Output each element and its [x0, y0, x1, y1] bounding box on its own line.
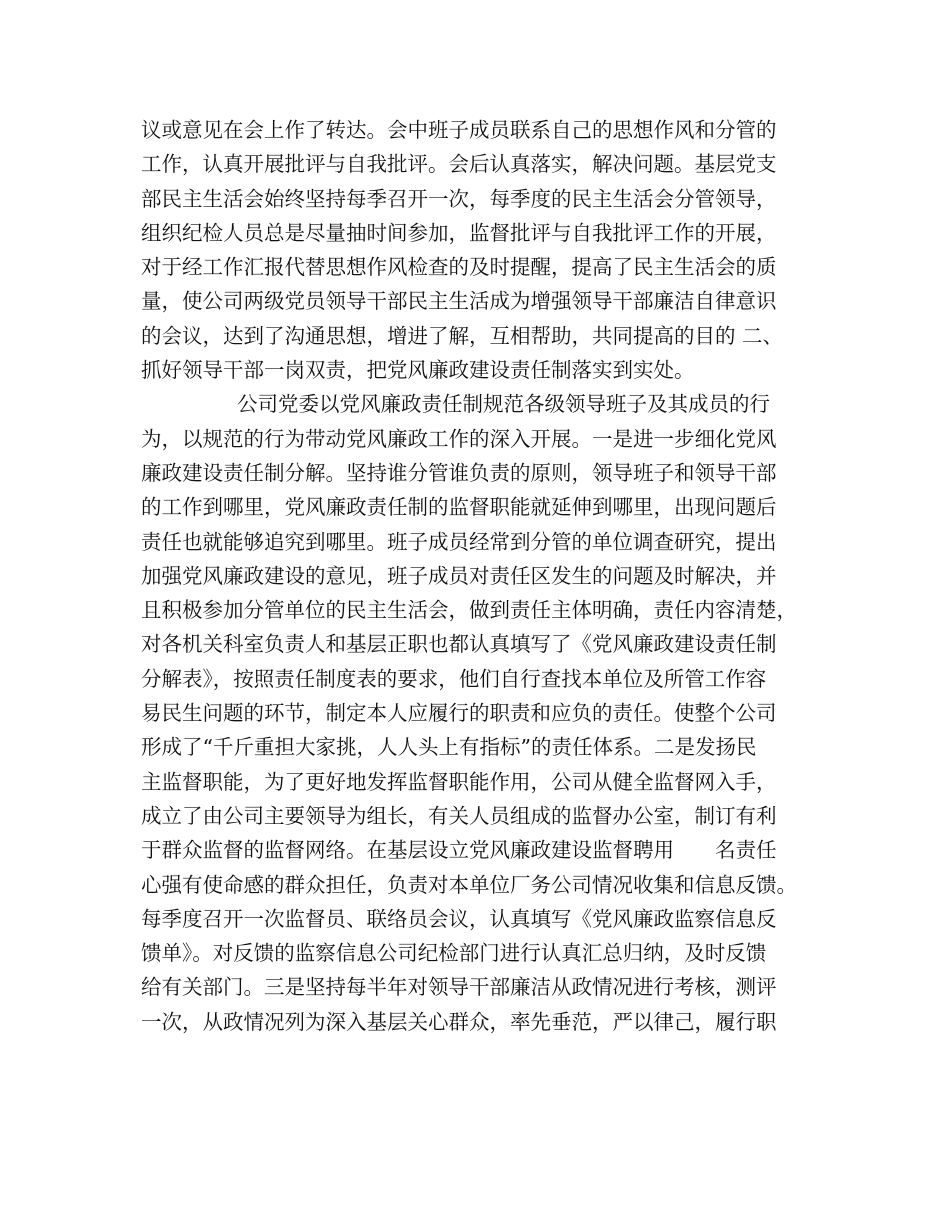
text-line: 易民生问题的环节，制定本人应履行的职责和应负的责任。使整个公司: [141, 701, 777, 726]
text-line: 主监督职能，为了更好地发挥监督职能作用，公司从健全监督网入手，: [141, 769, 777, 794]
text-line: 部民主生活会始终坚持每季召开一次，每季度的民主生活会分管领导，: [141, 186, 777, 211]
body-text: [141, 113, 841, 1039]
text-line: 加强党风廉政建设的意见，班子成员对责任区发生的问题及时解决，并: [141, 563, 777, 588]
text-line: 的工作到哪里，党风廉政责任制的监督职能就延伸到哪里，出现问题后: [141, 495, 777, 520]
text-line: 馈单》。对反馈的监察信息公司纪检部门进行认真汇总归纳，及时反馈: [141, 941, 767, 966]
text-line: 量，使公司两级党员领导干部民主生活成为增强领导干部廉洁自律意识: [141, 289, 777, 314]
text-line: 工作，认真开展批评与自我批评。会后认真落实，解决问题。基层党支: [141, 152, 777, 177]
text-line: 心强有使命感的群众担任，负责对本单位厂务公司情况收集和信息反馈。: [141, 872, 797, 897]
text-line: 成立了由公司主要领导为组长，有关人员组成的监督办公室，制订有利: [141, 803, 777, 828]
text-line: 每季度召开一次监督员、联络员会议，认真填写《党风廉政监察信息反: [141, 906, 777, 931]
text-line: 廉政建设责任制分解。坚持谁分管谁负责的原则，领导班子和领导干部: [141, 460, 777, 485]
text-line: 的会议，达到了沟通思想，增进了解，互相帮助，共同提高的目的 二、: [141, 323, 784, 348]
text-line: 为，以规范的行为带动党风廉政工作的深入开展。一是进一步细化党风: [141, 426, 777, 451]
text-line: 责任也就能够追究到哪里。班子成员经常到分管的单位调查研究，提出: [141, 529, 777, 554]
text-line: 对各机关科室负责人和基层正职也都认真填写了《党风廉政建设责任制: [141, 632, 777, 657]
text-line: 议或意见在会上作了转达。会中班子成员联系自己的思想作风和分管的: [141, 118, 777, 142]
text-line: 于群众监督的监督网络。在基层设立党风廉政建设监督聘用 名责任: [141, 838, 777, 863]
text-line: 且积极参加分管单位的民主生活会，做到责任主体明确，责任内容清楚，: [141, 598, 797, 623]
paragraph-start-line: 公司党委以党风廉政责任制规范各级领导班子及其成员的行: [237, 392, 770, 417]
text-line: 给有关部门。三是坚持每半年对领导干部廉洁从政情况进行考核，测评: [141, 975, 777, 1000]
text-line: 分解表》，按照责任制度表的要求，他们自行查找本单位及所管工作容: [141, 666, 767, 691]
text-line: 组织纪检人员总是尽量抽时间参加，监督批评与自我批评工作的开展，: [141, 220, 777, 245]
text-line: 对于经工作汇报代替思想作风检查的及时提醒，提高了民主生活会的质: [141, 255, 777, 280]
text-line: 抓好领导干部一岗双责，把党风廉政建设责任制落实到实处。: [141, 358, 695, 383]
text-line: 形成了“千斤重担大家挑，人人头上有指标”的责任体系。二是发扬民: [141, 735, 757, 760]
text-line: 一次，从政情况列为深入基层关心群众，率先垂范，严以律己，履行职: [141, 1009, 777, 1034]
